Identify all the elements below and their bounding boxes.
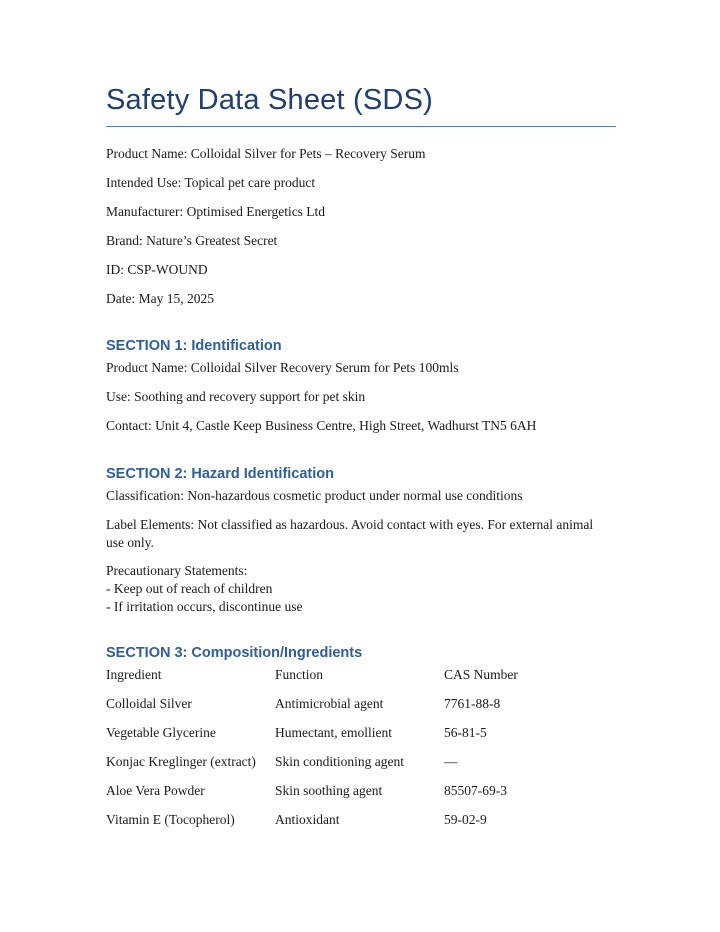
function-cell: Antioxidant: [275, 812, 340, 827]
date-line: Date: May 15, 2025: [106, 291, 214, 306]
brand-line: Brand: Nature’s Greatest Secret: [106, 233, 278, 248]
cas-cell: 59-02-9: [444, 812, 487, 827]
section1-product-name: Product Name: Colloidal Silver Recovery Serum for Pets 100mls: [106, 360, 459, 375]
function-cell: Skin soothing agent: [275, 783, 383, 798]
ingredient-cell: Aloe Vera Powder: [106, 783, 205, 798]
document-title: Safety Data Sheet (SDS): [106, 84, 433, 116]
function-cell: Skin conditioning agent: [275, 754, 404, 769]
cas-cell: 56-81-5: [444, 725, 487, 740]
precautionary-item: - Keep out of reach of children: [106, 581, 273, 596]
section1-heading: SECTION 1: Identification: [106, 338, 282, 354]
section2-heading: SECTION 2: Hazard Identification: [106, 466, 334, 482]
ingredient-cell: Vitamin E (Tocopherol): [106, 812, 235, 827]
section1-use: Use: Soothing and recovery support for pet skin: [106, 389, 366, 404]
intended-use-line: Intended Use: Topical pet care product: [106, 175, 316, 190]
column-header-cas: CAS Number: [444, 667, 518, 682]
cas-cell: —: [444, 754, 458, 769]
ingredient-cell: Vegetable Glycerine: [106, 725, 216, 740]
section3-heading: SECTION 3: Composition/Ingredients: [106, 645, 363, 661]
title-underline: [106, 126, 616, 127]
precautionary-heading: Precautionary Statements:: [106, 563, 248, 578]
manufacturer-line: Manufacturer: Optimised Energetics Ltd: [106, 204, 326, 219]
cas-cell: 85507-69-3: [444, 783, 507, 798]
id-line: ID: CSP-WOUND: [106, 262, 208, 277]
cas-cell: 7761-88-8: [444, 696, 501, 711]
section2-classification: Classification: Non-hazardous cosmetic product under normal use conditions: [106, 488, 523, 503]
precautionary-item: - If irritation occurs, discontinue use: [106, 599, 303, 614]
section2-label-elements: Label Elements: Not classified as hazardous. Avoid contact with eyes. For external animal use only.: [106, 517, 594, 550]
section1-contact: Contact: Unit 4, Castle Keep Business Centre, High Street, Wadhurst TN5 6AH: [106, 418, 537, 433]
function-cell: Humectant, emollient: [275, 725, 392, 740]
product-name-line: Product Name: Colloidal Silver for Pets – Recovery Serum: [106, 146, 426, 161]
ingredient-cell: Konjac Kreglinger (extract): [106, 754, 256, 769]
function-cell: Antimicrobial agent: [275, 696, 384, 711]
ingredient-cell: Colloidal Silver: [106, 696, 192, 711]
column-header-function: Function: [275, 667, 324, 682]
column-header-ingredient: Ingredient: [106, 667, 162, 682]
